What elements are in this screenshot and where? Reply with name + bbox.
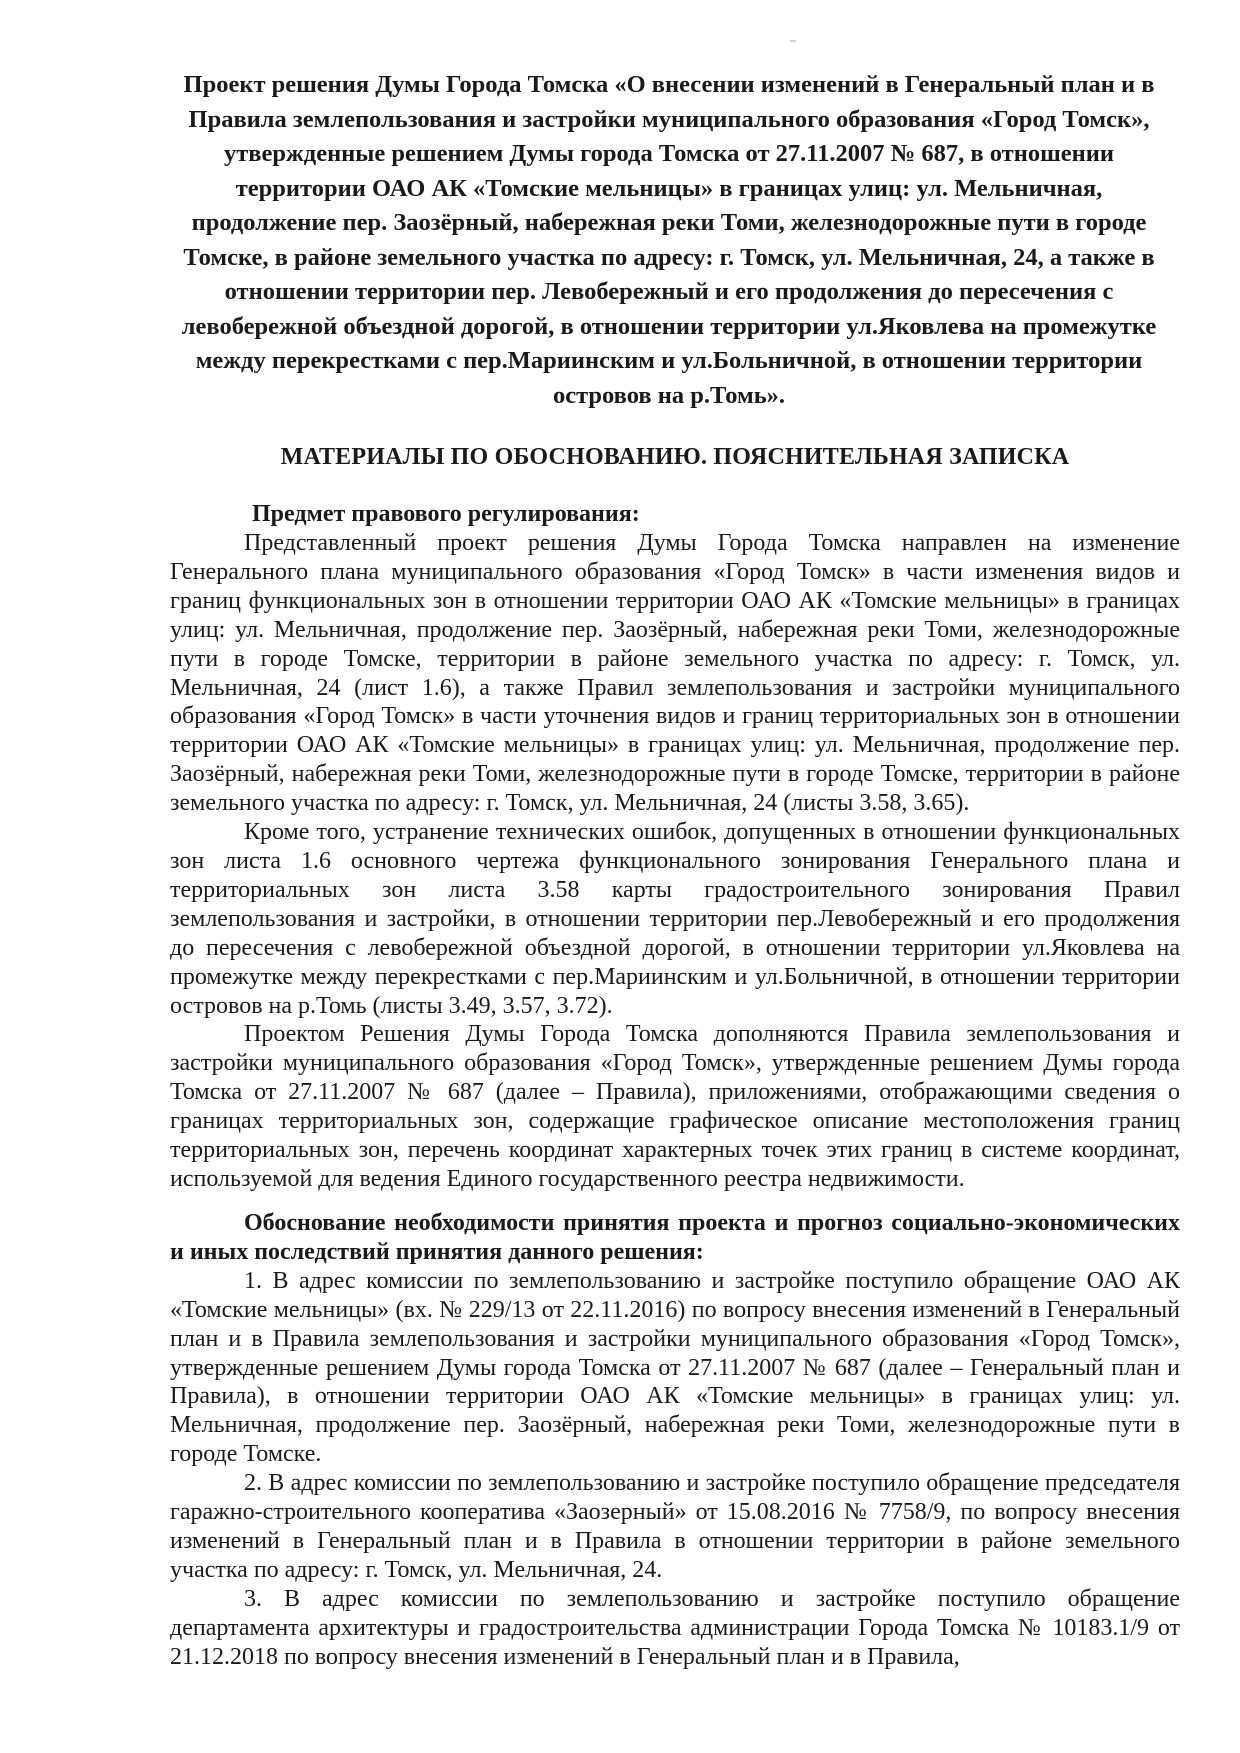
justification-heading: Обоснование необходимости принятия проекта и прогноз социально-экономических и иных последствий принятия данного решения: — [170, 1209, 1180, 1265]
document-title: Проект решения Думы Города Томска «О внесении изменений в Генеральный план и в Правила землепользования и застройки муниципального образования «Город Томск», утвержденные решением Думы города Томска от 27.11.2007 № 687, в отношении территории ОАО АК «Томские мельницы» в границах улиц: ул. Мельничная, продолжение пер. Заозёрный, набережная реки Томи, железнодорожные пути в городе Томске, в районе земельного участка по адресу: г. Томск, ул. Мельничная, 24, а также в отношении территории пер. Левобережный и его продолжения до пересечения с левобережной объездной дорогой, в отношении территории ул.Яковлева на промежутке между перекрестками с пер.Мариинским и ул.Больничной, в отношении территории островов на р.Томь». — [181, 71, 1157, 409]
section-heading: МАТЕРИАЛЫ ПО ОБОСНОВАНИЮ. ПОЯСНИТЕЛЬНАЯ ЗАПИСКА — [280, 444, 1070, 470]
scan-speck — [790, 40, 796, 42]
paragraph-subject-1: Представленный проект решения Думы Города Томска направлен на изменение Генерального плана муниципального образования «Город Томск» в части изменения видов и границ функциональных зон в отношении территории ОАО АК «Томские мельницы» в границах улиц: ул. Мельничная, продолжение пер. Заозёрный, набережная реки Томи, железнодорожные пути в городе Томске, территории в районе земельного участка по адресу: г. Томск, ул. Мельничная, 24 (лист 1.6), а также Правил землепользования и застройки муниципального образования «Город Томск» в части уточнения видов и границ территориальных зон в отношении территории ОАО АК «Томские мельницы» в границах улиц: ул. Мельничная, продолжение пер. Заозёрный, набережная реки Томи, железнодорожные пути в городе Томске, территории в районе земельного участка по адресу: г. Томск, ул. Мельничная, 24 (листы 3.58, 3.65). — [170, 530, 1180, 817]
subject-heading: Предмет правового регулирования: — [252, 501, 640, 527]
paragraph-justification-1: 1. В адрес комиссии по землепользованию и застройке поступило обращение ОАО АК «Томские мельницы» (вх. № 229/13 от 22.11.2016) по вопросу внесения изменений в Генеральный план и в Правила землепользования и застройки муниципального образования «Город Томск», утвержденные решением Думы города Томска от 27.11.2007 № 687 (далее – Генеральный план и Правила), в отношении территории ОАО АК «Томские мельницы» в границах улиц: ул. Мельничная, продолжение пер. Заозёрный, набережная реки Томи, железнодорожные пути в городе Томске. — [170, 1267, 1180, 1468]
paragraph-subject-3: Проектом Решения Думы Города Томска дополняются Правила землепользования и застройки муниципального образования «Город Томск», утвержденные решением Думы города Томска от 27.11.2007 № 687 (далее – Правила), приложениями, отображающими сведения о границах территориальных зон, содержащие графическое описание местоположения границ территориальных зон, перечень координат характерных точек этих границ в системе координат, используемой для ведения Единого государственного реестра недвижимости. — [170, 1021, 1180, 1192]
paragraph-justification-3: 3. В адрес комиссии по землепользованию и застройке поступило обращение департамента архитектуры и градостроительства администрации Города Томска № 10183.1/9 от 21.12.2018 по вопросу внесения изменений в Генеральный план и в Правила, — [170, 1585, 1180, 1670]
paragraph-justification-2: 2. В адрес комиссии по землепользованию и застройке поступило обращение председателя гаражно-строительного кооператива «Заозерный» от 15.08.2016 № 7758/9, по вопросу внесения изменений в Генеральный план и в Правила в отношении территории в районе земельного участка по адресу: г. Томск, ул. Мельничная, 24. — [170, 1470, 1180, 1583]
paragraph-subject-2: Кроме того, устранение технических ошибок, допущенных в отношении функциональных зон листа 1.6 основного чертежа функционального зонирования Генерального плана и территориальных зон листа 3.58 карты градостроительного зонирования Правил землепользования и застройки, в отношении территории пер.Левобережный и его продолжения до пересечения с левобережной объездной дорогой, в отношении территории ул.Яковлева на промежутке между перекрестками с пер.Мариинским и ул.Больничной, в отношении территории островов на р.Томь (листы 3.49, 3.57, 3.72). — [170, 819, 1180, 1019]
